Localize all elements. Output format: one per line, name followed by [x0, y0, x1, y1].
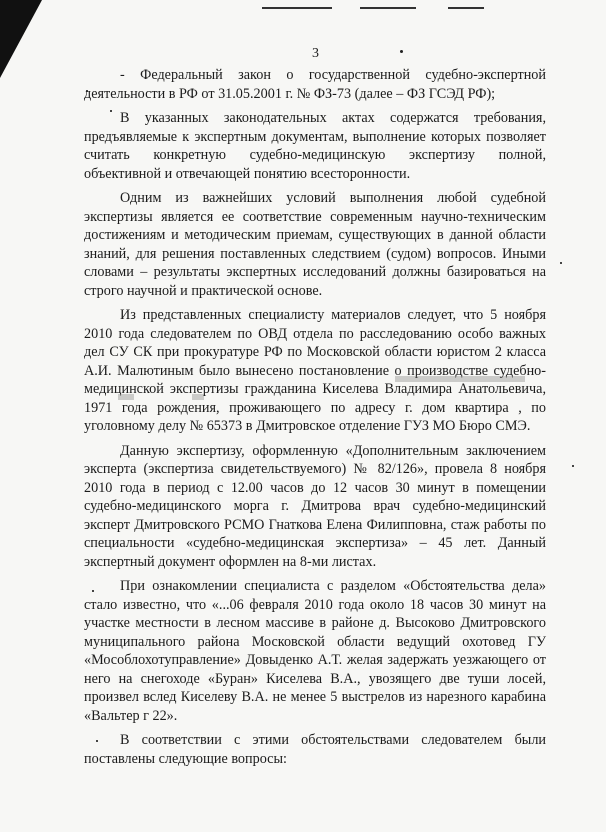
paragraph: В указанных законодательных актах содержатся требования, предъявляемые к экспертным документам, выполнение которых позволяет считать конкретную судебно-медицинскую экспертизу полной, объективной и отвечающей понятию всесторонности.	[84, 110, 546, 182]
scan-top-line	[360, 7, 416, 9]
scan-speck	[400, 50, 403, 53]
redaction-smudge	[192, 394, 204, 400]
paragraph: В соответствии с этими обстоятельствами следователем были поставлены следующие вопросы:	[84, 732, 546, 767]
scan-corner-mark	[0, 0, 42, 78]
scan-top-line	[262, 7, 332, 9]
scan-speck	[560, 262, 562, 264]
redaction-smudge	[395, 376, 525, 382]
redaction-smudge	[118, 394, 134, 400]
scan-speck	[572, 465, 574, 467]
scan-top-line	[448, 7, 484, 9]
paragraph: При ознакомлении специалиста с разделом «Обстоятельства дела» стало известно, что «...06 февраля 2010 года около 18 часов 30 минут на участке местности в лесном массиве в районе д. Высоково Дмитровского муниципального района Московской области ведущий охотовед ГУ «Мособлохотуправление» Довыденко А.Т. желая задержать уезжающего от него на снегоходе «Буран» Киселева В.А., увозящего две туши лосей, произвел вслед Киселеву В.А. не менее 5 выстрелов из нарезного карабина «Вальтер г 22».	[84, 578, 546, 724]
paragraph: - Федеральный закон о государственной судебно-экспертной деятельности в РФ от 31.05.2001 г. № ФЗ-73 (далее – ФЗ ГСЭД РФ);	[84, 67, 546, 102]
paragraph: Одним из важнейших условий выполнения любой судебной экспертизы является ее соответствие современным научно-техническим достижениям и методическим приемам, существующих в данной области знаний, для решения поставленных следствием (судом) вопросов. Иными словами – результаты экспертных исследований должны базироваться на строго научной и практической основе.	[84, 190, 546, 299]
page-number: 3	[312, 46, 319, 61]
paragraph: Из представленных специалисту материалов следует, что 5 ноября 2010 года следователем по ОВД отдела по расследованию особо важных дел СУ СК при прокуратуре РФ по Московской области юристом 2 класса А.И. Малютиным было вынесено постановление о производстве судебно-медицинской экспертизы гражданина Киселева Владимира Анатольевича, 1971 года рождения, проживающего по адресу г. дом квартира , по уголовному делу № 65373 в Дмитровское отделение ГУЗ МО Бюро СМЭ.	[84, 307, 546, 434]
document-body	[84, 66, 546, 774]
paragraph: Данную экспертизу, оформленную «Дополнительным заключением эксперта (экспертиза свидетельствуемого) № 82/126», провела 8 ноября 2010 года в период с 12.00 часов до 12 часов 30 минут в помещении судебно-медицинского морга г. Дмитрова врач судебно-медицинский эксперт Дмитровского РСМО Гнаткова Елена Филипповна, стаж работы по специальности «судебно-медицинская экспертиза» – 45 лет. Данный экспертный документ оформлен на 8-ми листах.	[84, 442, 546, 570]
